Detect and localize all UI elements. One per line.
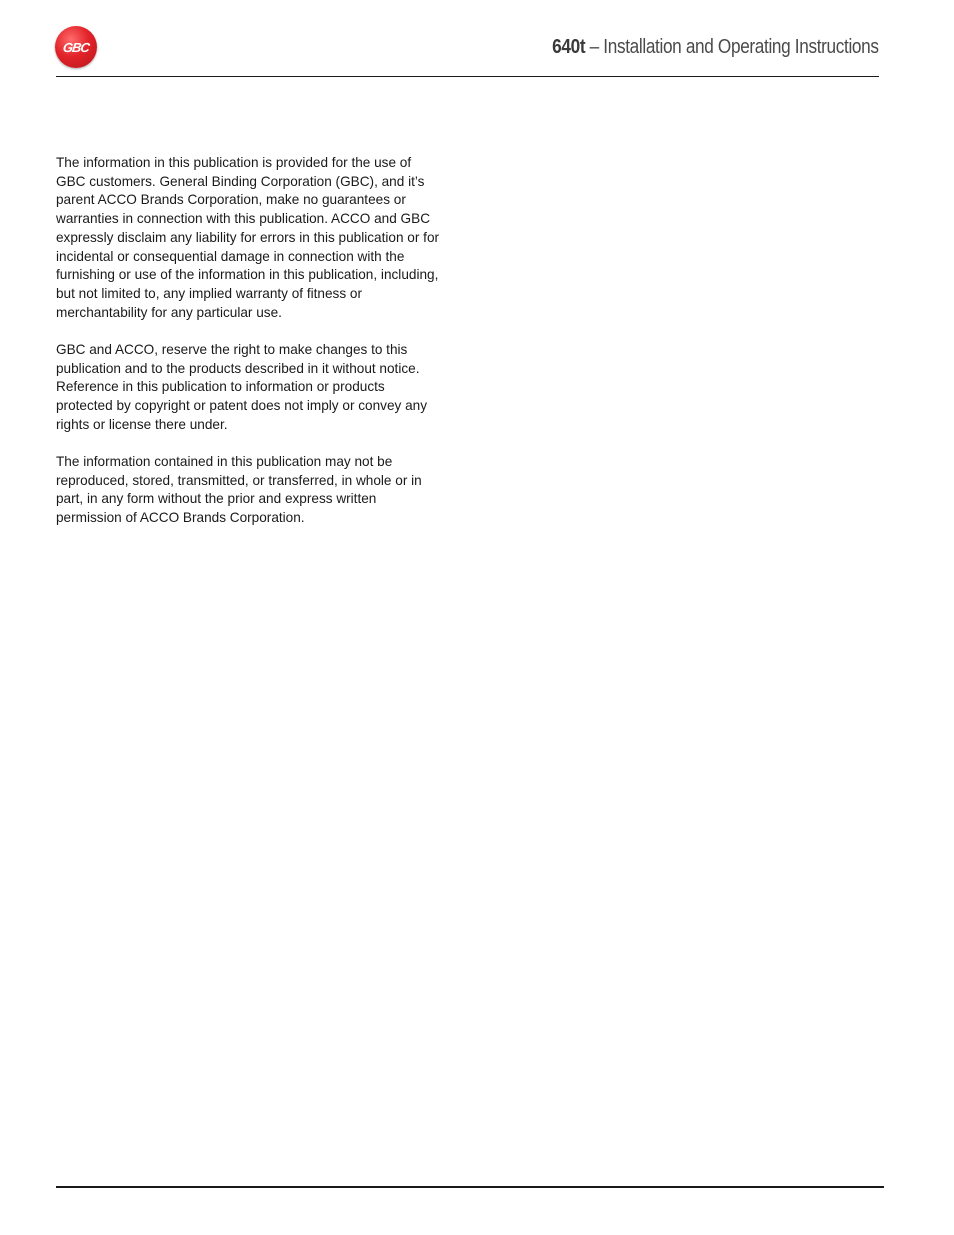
page-header xyxy=(0,0,954,80)
header-divider xyxy=(56,76,879,77)
gbc-logo xyxy=(55,26,97,68)
disclaimer-paragraph-1: The information in this publication is provided for the use of GBC customers. General Binding Corporation (GBC), and it’s parent ACCO Brands Corporation, make no guarantees or warranties in connection with this publication. ACCO and GBC expressly disclaim any liability for errors in this publication or for incidental or consequential damage in connection with the furnishing or use of the information in this publication, including, but not limited to, any implied warranty of fitness or merchantability for any particular use. xyxy=(56,155,440,320)
disclaimer-paragraph-3: The information contained in this publication may not be reproduced, stored, transmitted, or transferred, in whole or in part, in any form without the prior and express written permission of ACCO Brands Corporation. xyxy=(56,453,422,525)
disclaimer-body xyxy=(56,154,441,546)
document-title-model: 640t xyxy=(552,36,586,58)
document-title xyxy=(553,36,879,59)
footer-divider xyxy=(56,1186,884,1188)
disclaimer-paragraph-2: GBC and ACCO, reserve the right to make changes to this publication and to the products described in it without notice. Reference in this publication to information or products protected by copyright or patent does not imply or convey any rights or license there under. xyxy=(56,341,428,432)
document-title-rest: – Installation and Operating Instructions xyxy=(585,36,879,58)
gbc-logo-text: GBC xyxy=(61,39,90,55)
